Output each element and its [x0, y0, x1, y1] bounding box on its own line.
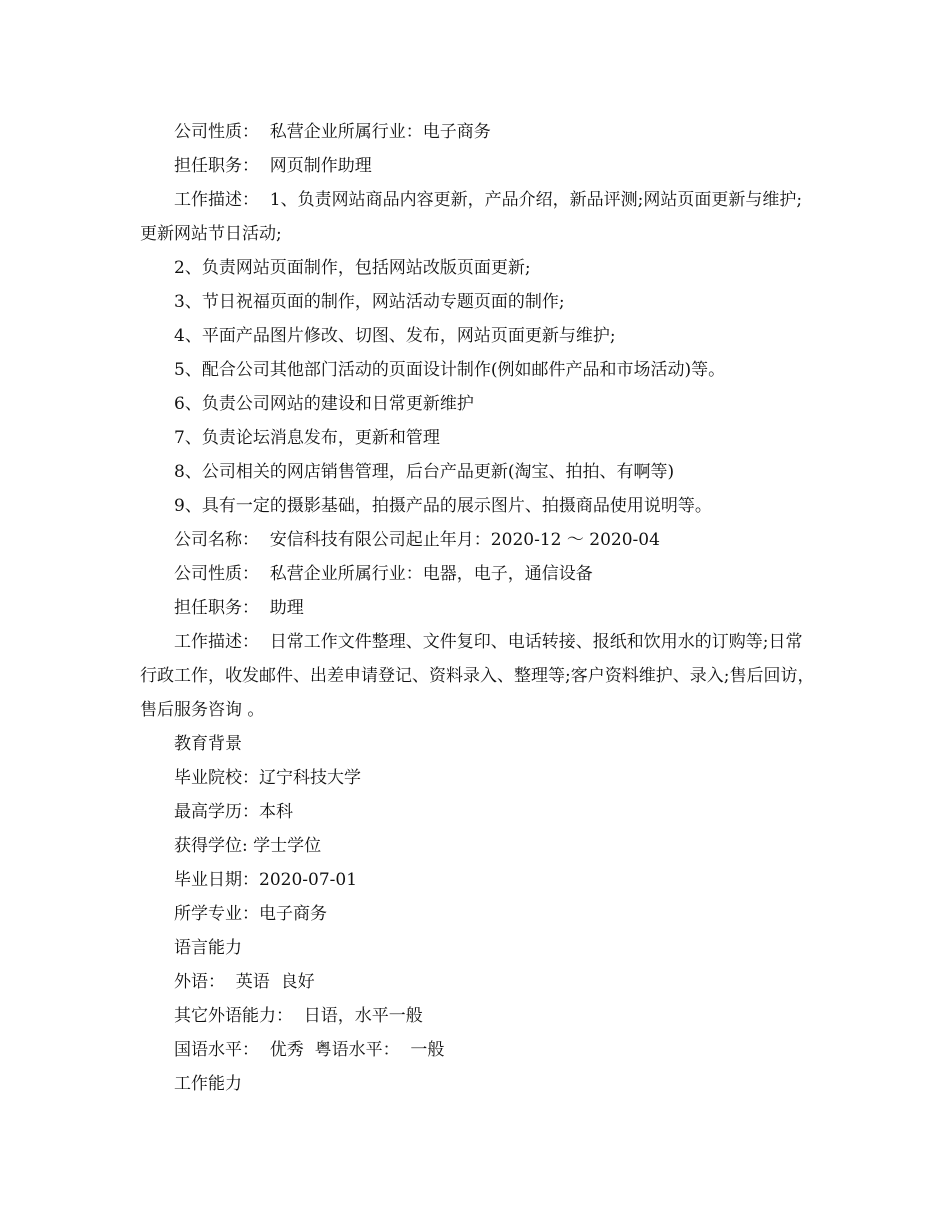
resume-body [140, 115, 815, 1101]
company-name-line: 公司名称： 安信科技有限公司起止年月：2020-12 ～ 2020-04 [174, 530, 660, 550]
job-description-line: 工作描述： 1、负责网站商品内容更新，产品介绍，新品评测;网站页面更新与维护;更新网站节日活动; [140, 190, 803, 244]
duty-item: 6、负责公司网站的建设和日常更新维护 [174, 394, 474, 414]
school-line: 毕业院校：辽宁科技大学 [174, 768, 361, 788]
position-line: 担任职务： 助理 [174, 598, 304, 618]
duty-item: 7、负责论坛消息发布，更新和管理 [174, 428, 440, 448]
company-type-line: 公司性质： 私营企业所属行业：电子商务 [174, 122, 491, 142]
duty-item: 3、节日祝福页面的制作，网站活动专题页面的制作; [174, 292, 565, 312]
foreign-language-line: 外语： 英语 良好 [174, 972, 315, 992]
section-heading-work-ability: 工作能力 [174, 1074, 242, 1094]
company-type-line: 公司性质： 私营企业所属行业：电器，电子，通信设备 [174, 564, 593, 584]
duty-item: 4、平面产品图片修改、切图、发布，网站页面更新与维护; [174, 326, 616, 346]
other-language-line: 其它外语能力： 日语，水平一般 [174, 1006, 423, 1026]
duty-item: 2、负责网站页面制作，包括网站改版页面更新; [174, 258, 531, 278]
section-heading-education: 教育背景 [174, 734, 242, 754]
job-description-line: 工作描述： 日常工作文件整理、文件复印、电话转接、报纸和饮用水的订购等;日常行政工作，收发邮件、出差申请登记、资料录入、整理等;客户资料维护、录入;售后回访，售后服务咨询 。 [140, 632, 815, 720]
education-level-line: 最高学历：本科 [174, 802, 293, 822]
major-line: 所学专业：电子商务 [174, 904, 327, 924]
mandarin-cantonese-line: 国语水平： 优秀 粤语水平： 一般 [174, 1040, 445, 1060]
graduation-date-line: 毕业日期：2020-07-01 [174, 870, 358, 890]
duty-item: 5、配合公司其他部门活动的页面设计制作(例如邮件产品和市场活动)等。 [174, 360, 726, 380]
degree-line: 获得学位: 学士学位 [174, 836, 322, 856]
position-line: 担任职务： 网页制作助理 [174, 156, 372, 176]
section-heading-language: 语言能力 [174, 938, 242, 958]
duty-item: 8、公司相关的网店销售管理，后台产品更新(淘宝、拍拍、有啊等) [174, 462, 675, 482]
duty-item: 9、具有一定的摄影基础，拍摄产品的展示图片、拍摄商品使用说明等。 [174, 496, 712, 516]
